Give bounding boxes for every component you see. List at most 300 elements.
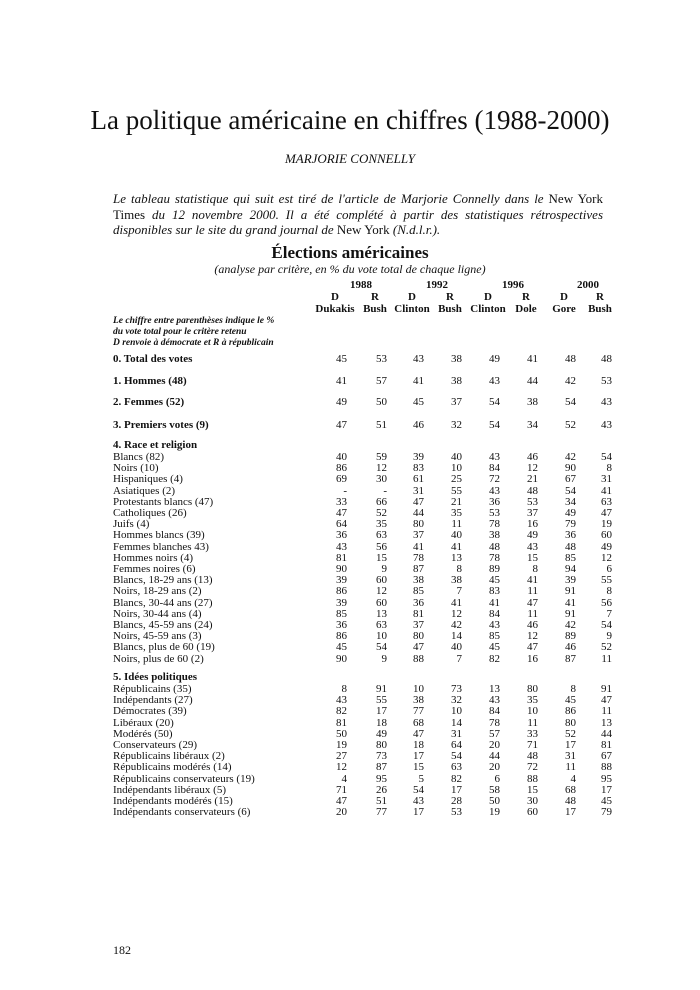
cell-value: 88 [527,772,538,785]
cell-value: 53 [451,806,462,819]
cell-value: 12 [376,462,387,475]
intro-text-a: Le tableau statistique qui suit est tiré de l'article de Marjorie Connelly dans le [113,191,549,206]
table-row [0,486,700,497]
row-label: Républicains modérés (14) [113,761,232,774]
cell-value: 26 [376,783,387,796]
cell-value: 84 [489,705,500,718]
cell-value: 27 [336,750,347,763]
row-label: Catholiques (26) [113,507,187,519]
cell-value: 11 [601,705,612,718]
cell-value: 48 [565,353,576,365]
table-row [0,718,700,729]
cell-value: 79 [565,518,576,531]
cell-value: 15 [527,551,538,564]
cell-value: 4 [570,772,576,785]
cell-value: 47 [336,795,347,807]
table-row [0,354,700,365]
table-row [0,564,700,575]
row-label: Noirs, plus de 60 (2) [113,652,204,665]
cell-value: 10 [376,630,387,643]
cell-value: 46 [565,641,576,654]
intro-text-b: New York Times [113,191,603,222]
cell-value: 83 [413,462,424,475]
cell-value: 44 [601,727,612,740]
cell-value: 53 [376,353,387,365]
party-header: R [371,291,379,303]
cell-value: 38 [413,574,424,587]
cell-value: 81 [336,716,347,729]
cell-value: 17 [565,806,576,819]
page-title: La politique américaine en chiffres (1988-2000) [90,105,610,135]
cell-value: 90 [336,563,347,575]
year-header: 2000 [577,279,599,291]
cell-value: 11 [527,716,538,729]
table-row [0,684,700,695]
cell-value: 36 [489,495,500,508]
cell-value: 17 [451,783,462,796]
cell-value: 51 [376,419,387,431]
cell-value: 46 [527,619,538,631]
cell-value: 90 [336,652,347,665]
cell-value: 49 [527,529,538,542]
candidate-header: Gore [552,303,576,315]
cell-value: 39 [336,574,347,587]
cell-value: 11 [451,518,462,531]
cell-value: 36 [413,596,424,609]
cell-value: - [343,484,347,497]
page-number: 182 [113,943,131,957]
table-row [0,729,700,740]
party-header: R [522,291,530,303]
cell-value: 81 [413,607,424,620]
cell-value: 9 [381,652,387,665]
cell-value: 90 [565,462,576,475]
cell-value: - [383,484,387,497]
candidate-header: Clinton [470,303,506,315]
cell-value: 42 [565,375,576,387]
cell-value: 84 [489,462,500,475]
cell-value: 21 [527,473,538,486]
cell-value: 17 [376,705,387,718]
cell-value: 47 [336,419,347,431]
cell-value: 11 [565,761,576,774]
cell-value: 54 [601,451,612,463]
cell-value: 40 [336,451,347,463]
cell-value: 41 [565,596,576,609]
table-row [0,598,700,609]
cell-value: 95 [376,772,387,785]
cell-value: 20 [336,806,347,819]
cell-value: 61 [413,473,424,486]
cell-value: 7 [456,585,462,598]
cell-value: 86 [336,585,347,598]
row-label: Démocrates (39) [113,705,187,718]
cell-value: 54 [413,783,424,796]
cell-value: 63 [451,761,462,774]
cell-value: 33 [336,495,347,508]
cell-value: 47 [601,694,612,707]
cell-value: 47 [413,727,424,740]
cell-value: 17 [565,739,576,751]
cell-value: 10 [527,705,538,718]
cell-value: 49 [336,396,347,408]
cell-value: 50 [376,396,387,408]
table-row [0,420,700,431]
cell-value: 50 [336,727,347,740]
cell-value: 84 [489,607,500,620]
cell-value: 51 [376,795,387,807]
cell-value: 68 [413,716,424,729]
cell-value: 38 [451,375,462,387]
row-label: Noirs, 18-29 ans (2) [113,585,202,598]
cell-value: 12 [601,551,612,564]
cell-value: 41 [451,540,462,553]
party-header: R [446,291,454,303]
cell-value: 7 [606,607,612,620]
row-label: Blancs, plus de 60 (19) [113,641,215,654]
row-label: Républicains libéraux (2) [113,750,225,763]
cell-value: 41 [489,596,500,609]
cell-value: 31 [413,484,424,497]
row-label: Noirs (10) [113,462,159,475]
cell-value: 71 [527,739,538,751]
cell-value: 13 [601,716,612,729]
cell-value: 32 [451,419,462,431]
cell-value: 32 [451,694,462,707]
cell-value: 89 [489,563,500,575]
cell-value: 43 [489,484,500,497]
cell-value: 13 [451,551,462,564]
row-label: 1. Hommes (48) [113,375,187,387]
cell-value: 66 [376,495,387,508]
cell-value: 6 [494,772,500,785]
cell-value: 12 [451,607,462,620]
cell-value: 36 [336,529,347,542]
cell-value: 83 [489,585,500,598]
cell-value: 86 [336,630,347,643]
cell-value: 85 [565,551,576,564]
party-header: D [408,291,416,303]
cell-value: 31 [601,473,612,486]
table-row [0,586,700,597]
cell-value: 9 [606,630,612,643]
cell-value: 57 [489,727,500,740]
cell-value: 78 [489,716,500,729]
table-row [0,706,700,717]
cell-value: 47 [527,596,538,609]
cell-value: 72 [527,761,538,774]
cell-value: 54 [565,484,576,497]
cell-value: 91 [376,683,387,695]
table-subtitle: (analyse par critère, en % du vote total de chaque ligne) [214,262,486,276]
cell-value: 80 [413,518,424,531]
cell-value: 14 [451,630,462,643]
row-label: Hommes noirs (4) [113,551,194,564]
row-label: 5. Idées politiques [113,671,198,683]
table-row [0,376,700,387]
cell-value: 54 [489,419,500,431]
cell-value: 30 [376,473,387,486]
cell-value: 45 [489,574,500,587]
cell-value: 40 [451,529,462,542]
cell-value: 20 [489,761,500,774]
cell-value: 49 [489,353,500,365]
table-row [0,654,700,665]
cell-value: 55 [601,574,612,587]
cell-value: 43 [413,795,424,807]
cell-value: 49 [601,540,612,553]
cell-value: 43 [413,353,424,365]
cell-value: 31 [451,727,462,740]
table-row [0,762,700,773]
candidate-header: Dole [515,303,537,315]
table-row [0,672,700,683]
cell-value: 41 [413,375,424,387]
cell-value: 19 [489,806,500,819]
cell-value: 14 [451,716,462,729]
cell-value: 8 [606,462,612,475]
cell-value: 10 [451,462,462,475]
cell-value: 80 [527,683,538,695]
cell-value: 80 [413,630,424,643]
cell-value: 85 [413,585,424,598]
cell-value: 77 [376,806,387,819]
cell-value: 41 [336,375,347,387]
cell-value: 48 [527,750,538,763]
row-label: Modérés (50) [113,727,173,740]
cell-value: 87 [376,761,387,774]
table-row [0,530,700,541]
cell-value: 86 [565,705,576,718]
table-row [0,740,700,751]
row-label: Blancs, 45-59 ans (24) [113,619,213,631]
year-header: 1988 [350,279,372,291]
cell-value: 47 [413,495,424,508]
intro-paragraph [113,191,603,238]
cell-value: 13 [489,683,500,695]
candidate-header: Bush [363,303,387,315]
cell-value: 63 [601,495,612,508]
row-label: Conservateurs (29) [113,739,198,751]
cell-value: 45 [489,641,500,654]
cell-value: 12 [376,585,387,598]
cell-value: 47 [413,641,424,654]
row-label: Blancs, 30-44 ans (27) [113,596,213,609]
cell-value: 43 [489,451,500,463]
cell-value: 18 [376,716,387,729]
cell-value: 95 [601,772,612,785]
cell-value: 38 [527,396,538,408]
cell-value: 82 [336,705,347,718]
row-label: Indépendants modérés (15) [113,795,233,807]
cell-value: 53 [601,375,612,387]
table-row [0,609,700,620]
cell-value: 12 [527,630,538,643]
cell-value: 9 [381,563,387,575]
cell-value: 45 [565,694,576,707]
cell-value: 47 [336,507,347,519]
table-title: Élections américaines [271,243,429,262]
cell-value: 30 [527,795,538,807]
cell-value: 91 [565,607,576,620]
row-label: Républicains conservateurs (19) [113,772,255,785]
cell-value: 63 [376,619,387,631]
cell-value: 45 [413,396,424,408]
cell-value: 54 [376,641,387,654]
table-row [0,553,700,564]
cell-value: 42 [451,619,462,631]
table-note [113,316,313,349]
cell-value: 45 [336,641,347,654]
note-line: Le chiffre entre parenthèses indique le % [113,316,275,326]
cell-value: 46 [413,419,424,431]
table-row [0,440,700,451]
candidate-header: Bush [438,303,462,315]
author: MARJORIE CONNELLY [284,151,416,166]
candidate-header: Clinton [394,303,430,315]
cell-value: 17 [413,750,424,763]
cell-value: 55 [376,694,387,707]
cell-value: 40 [451,641,462,654]
cell-value: 36 [565,529,576,542]
row-label: Indépendants libéraux (5) [113,783,227,796]
cell-value: 38 [451,574,462,587]
cell-value: 82 [451,772,462,785]
cell-value: 43 [527,540,538,553]
row-label: Hommes blancs (39) [113,529,205,542]
cell-value: 56 [601,596,612,609]
cell-value: 81 [336,551,347,564]
row-label: Indépendants conservateurs (6) [113,806,251,819]
intro-text-c: du 12 novembre 2000. Il a été complété à partir des statistiques rétrospectives disponibles sur le site du grand journal de [113,206,603,237]
table-row [0,796,700,807]
cell-value: 87 [413,563,424,575]
cell-value: 54 [489,396,500,408]
cell-value: 43 [489,619,500,631]
cell-value: 16 [527,652,538,665]
table-row [0,452,700,463]
table-row [0,474,700,485]
table-row [0,774,700,785]
cell-value: 48 [489,540,500,553]
cell-value: 37 [413,529,424,542]
cell-value: 41 [413,540,424,553]
cell-value: 80 [565,716,576,729]
cell-value: 38 [451,353,462,365]
cell-value: 87 [565,652,576,665]
cell-value: 88 [413,652,424,665]
cell-value: 18 [413,739,424,751]
cell-value: 91 [601,683,612,695]
cell-value: 47 [601,507,612,519]
cell-value: 44 [527,375,538,387]
intro-text-e: (N.d.l.r.). [389,222,441,237]
cell-value: 39 [336,596,347,609]
row-label: Noirs, 30-44 ans (4) [113,607,202,620]
row-label: 2. Femmes (52) [113,396,185,408]
cell-value: 64 [336,518,347,531]
cell-value: 41 [601,484,612,497]
row-label: Blancs, 18-29 ans (13) [113,574,213,587]
year-header: 1992 [426,279,448,291]
cell-value: 56 [376,540,387,553]
cell-value: 8 [570,683,576,695]
row-label: 0. Total des votes [113,353,193,365]
cell-value: 8 [532,563,538,575]
row-label: Femmes blanches 43) [113,540,209,553]
cell-value: 71 [336,783,347,796]
row-label: Blancs (82) [113,451,165,463]
cell-value: 4 [341,772,347,785]
cell-value: 6 [606,563,612,575]
cell-value: 60 [601,529,612,542]
cell-value: 34 [527,419,538,431]
cell-value: 8 [456,563,462,575]
cell-value: 54 [451,750,462,763]
cell-value: 72 [489,473,500,486]
party-header: R [596,291,604,303]
cell-value: 38 [413,694,424,707]
cell-value: 44 [413,507,424,519]
cell-value: 17 [413,806,424,819]
table-row [0,751,700,762]
cell-value: 60 [527,806,538,819]
row-label: 3. Premiers votes (9) [113,419,209,431]
cell-value: 78 [413,551,424,564]
cell-value: 68 [565,783,576,796]
note-line: D renvoie à démocrate et R à républicain [113,338,274,348]
table-row [0,508,700,519]
cell-value: 45 [601,795,612,807]
cell-value: 60 [376,596,387,609]
cell-value: 46 [527,451,538,463]
cell-value: 85 [336,607,347,620]
cell-value: 50 [489,795,500,807]
cell-value: 77 [413,705,424,718]
cell-value: 12 [336,761,347,774]
table-row [0,397,700,408]
cell-value: 53 [527,495,538,508]
cell-value: 52 [565,419,576,431]
candidate-header: Dukakis [315,303,355,315]
party-header: D [560,291,568,303]
cell-value: 10 [451,705,462,718]
cell-value: 78 [489,551,500,564]
row-label: Républicains (35) [113,683,192,695]
cell-value: 8 [341,683,347,695]
cell-value: 42 [565,619,576,631]
row-label: Noirs, 45-59 ans (3) [113,630,202,643]
cell-value: 48 [527,484,538,497]
cell-value: 89 [565,630,576,643]
cell-value: 41 [451,596,462,609]
cell-value: 67 [565,473,576,486]
cell-value: 15 [413,761,424,774]
year-header: 1996 [502,279,524,291]
cell-value: 39 [565,574,576,587]
cell-value: 15 [527,783,538,796]
row-label: Indépendants (27) [113,694,193,707]
table-row [0,807,700,818]
cell-value: 78 [489,518,500,531]
cell-value: 21 [451,495,462,508]
cell-value: 33 [527,727,538,740]
cell-value: 49 [376,727,387,740]
cell-value: 34 [565,495,576,508]
cell-value: 73 [376,750,387,763]
cell-value: 41 [527,353,538,365]
party-header: D [484,291,492,303]
